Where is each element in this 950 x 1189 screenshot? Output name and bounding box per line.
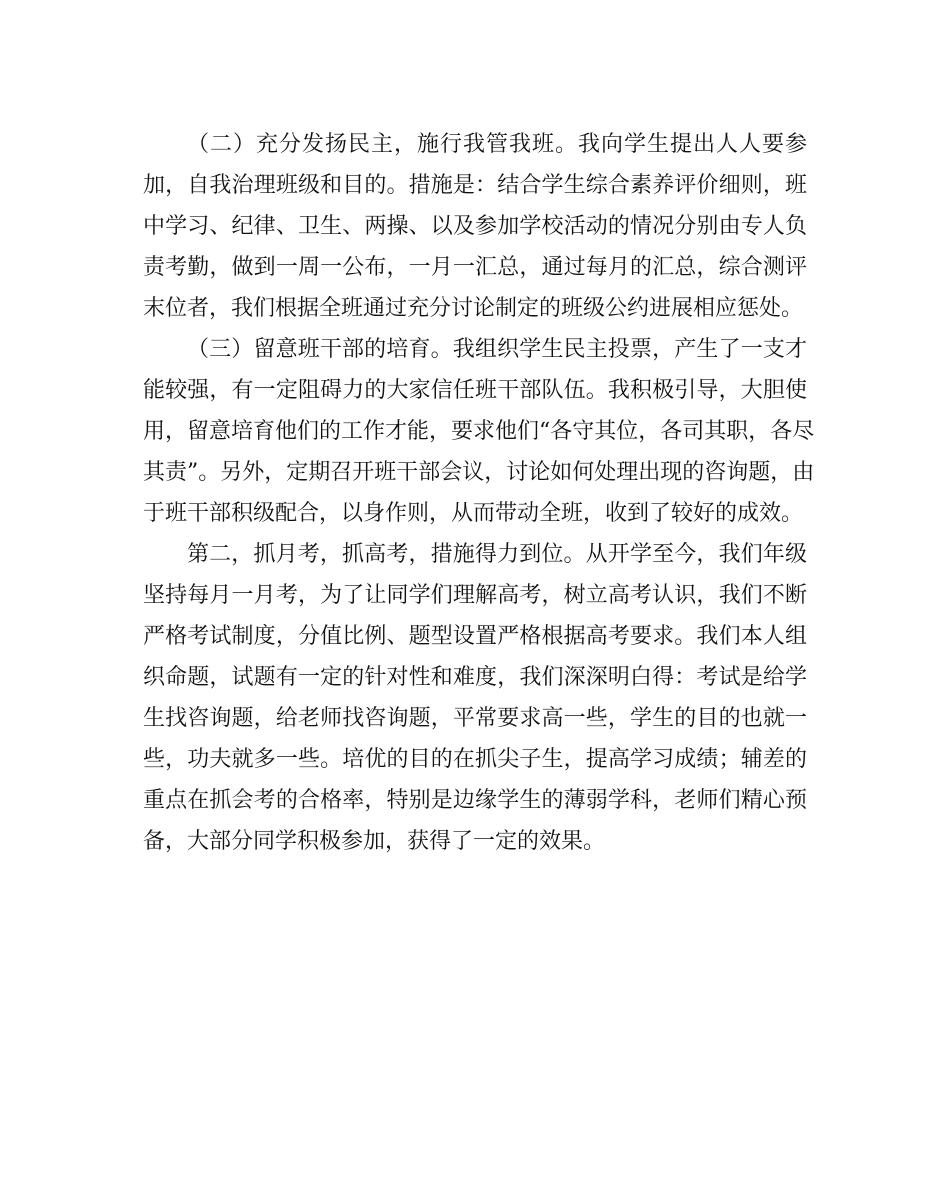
paragraph-4-line-3: 严格考试制度，分值比例、题型设置严格根据高考要求。我们本人组 <box>143 624 807 649</box>
paragraph-3-line-4: 其责”。另外，定期召开班干部会议，讨论如何处理出现的咨询题，由 <box>143 460 815 485</box>
paragraph-4-line-1: 第二，抓月考，抓高考，措施得力到位。从开学至今，我们年级 <box>187 542 807 567</box>
paragraph-4-line-7: 重点在抓会考的合格率，特别是边缘学生的薄弱学科，老师们精心预 <box>143 788 807 813</box>
paragraph-2-line-1: （二）充分发扬民主，施行我管我班。我向学生提出人人要参 <box>187 132 807 157</box>
paragraph-3-line-2: 能较强，有一定阻碍力的大家信任班干部队伍。我积极引导，大胆使 <box>143 378 807 403</box>
paragraph-2-line-4: 责考勤，做到一周一公布，一月一汇总，通过每月的汇总，综合测评 <box>143 255 807 280</box>
paragraph-4-line-8: 备，大部分同学积极参加，获得了一定的效果。 <box>143 829 606 854</box>
paragraph-2-line-3: 中学习、纪律、卫生、两操、以及参加学校活动的情况分别由专人负 <box>143 214 807 239</box>
paragraph-4-line-2: 坚持每月一月考，为了让同学们理解高考，树立高考认识，我们不断 <box>143 583 807 608</box>
paragraph-2-line-2: 加，自我治理班级和目的。措施是：结合学生综合素养评价细则，班 <box>143 173 807 198</box>
paragraph-3-line-3: 用，留意培育他们的工作才能，要求他们“各守其位，各司其职，各尽 <box>143 419 815 444</box>
paragraph-3-line-5: 于班干部积级配合，以身作则，从而带动全班，收到了较好的成效。 <box>143 501 804 526</box>
paragraph-2-line-5: 末位者，我们根据全班通过充分讨论制定的班级公约进展相应惩处。 <box>143 296 804 321</box>
document-body <box>143 124 815 862</box>
paragraph-4-line-5: 生找咨询题，给老师找咨询题，平常要求高一些，学生的目的也就一 <box>143 706 807 731</box>
paragraph-3-line-1: （三）留意班干部的培育。我组织学生民主投票，产生了一支才 <box>187 337 807 362</box>
paragraph-4-line-4: 织命题，试题有一定的针对性和难度，我们深深明白得：考试是给学 <box>143 665 807 690</box>
paragraph-4-line-6: 些，功夫就多一些。培优的目的在抓尖子生，提高学习成绩；辅差的 <box>143 747 807 772</box>
